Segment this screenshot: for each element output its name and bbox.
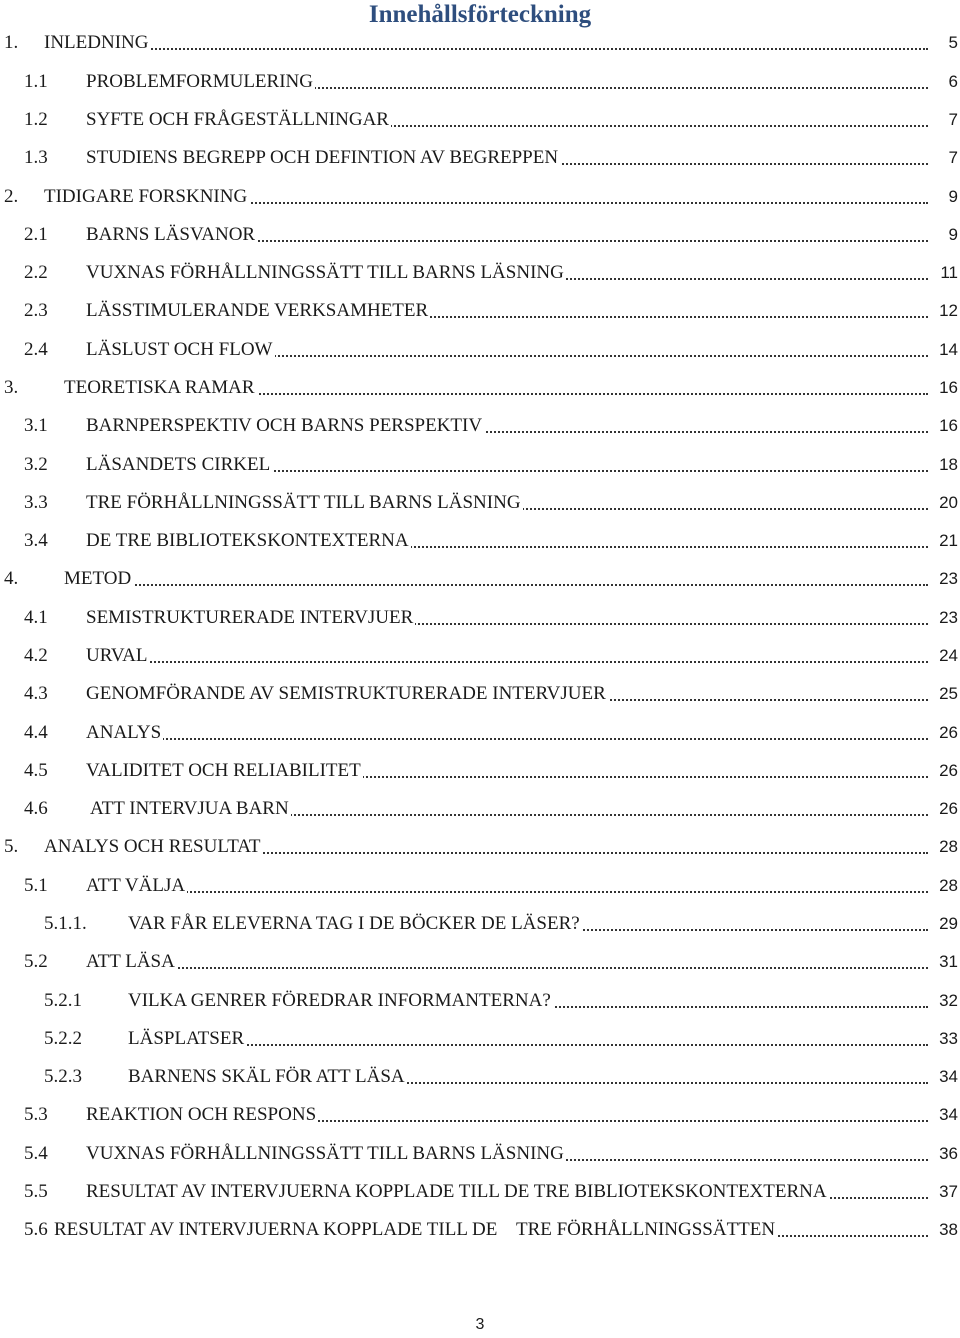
toc-entry[interactable]	[0, 375, 960, 401]
toc-entry[interactable]	[0, 873, 960, 899]
toc-number: 3.2	[24, 454, 48, 475]
toc-leader	[128, 1042, 928, 1046]
toc-page: 23	[928, 568, 958, 590]
toc-page: 16	[928, 377, 958, 399]
toc-entry[interactable]	[0, 605, 960, 631]
toc-entry[interactable]	[0, 184, 960, 210]
toc-page: 12	[928, 300, 958, 322]
toc-page: 34	[928, 1066, 958, 1088]
toc-label: SEMISTRUKTURERADE INTERVJUER	[86, 607, 414, 628]
toc-entry[interactable]	[0, 758, 960, 784]
toc-label: PROBLEMFORMULERING	[86, 71, 313, 92]
toc-leader	[86, 889, 928, 893]
toc-leader	[86, 659, 928, 663]
toc-number: 5.1	[24, 875, 48, 896]
toc-entry[interactable]	[0, 30, 960, 56]
toc-entry[interactable]	[0, 911, 960, 937]
toc-page: 32	[928, 990, 958, 1012]
toc-leader	[86, 736, 928, 740]
toc-number: 3.	[4, 377, 19, 398]
toc-number: 4.4	[24, 722, 48, 743]
toc-page: 9	[928, 224, 958, 246]
toc-entry[interactable]	[0, 643, 960, 669]
toc-label: DE TRE BIBLIOTEKSKONTEXTERNA	[86, 530, 409, 551]
toc-number: 1.3	[24, 147, 48, 168]
toc-entry[interactable]	[0, 1102, 960, 1128]
toc-page: 18	[928, 454, 958, 476]
toc-entry[interactable]	[0, 720, 960, 746]
toc-page: 23	[928, 607, 958, 629]
toc-entry[interactable]	[0, 69, 960, 95]
page-number: 3	[475, 1316, 485, 1333]
toc-page: 6	[928, 71, 958, 93]
toc-page: 37	[928, 1181, 958, 1203]
toc-entry[interactable]	[0, 413, 960, 439]
toc-entry[interactable]	[0, 1217, 960, 1243]
toc-entry[interactable]	[0, 796, 960, 822]
toc-entry[interactable]	[0, 222, 960, 248]
toc-entry[interactable]	[0, 1064, 960, 1090]
toc-entry[interactable]	[0, 988, 960, 1014]
toc-label: LÄSANDETS CIRKEL	[86, 454, 271, 475]
toc-page: 20	[928, 492, 958, 514]
toc-page: 7	[928, 147, 958, 169]
toc-label: REAKTION OCH RESPONS	[86, 1104, 317, 1125]
toc-number: 5.3	[24, 1104, 48, 1125]
toc-label: VALIDITET OCH RELIABILITET	[86, 760, 361, 781]
toc-page: 21	[928, 530, 958, 552]
toc-label: RESULTAT AV INTERVJUERNA KOPPLADE TILL DE TRE BIBLIOTEKSKONTEXTERNA	[86, 1181, 827, 1202]
toc-page: 26	[928, 798, 958, 820]
toc-page: 11	[928, 262, 958, 284]
toc-entry[interactable]	[0, 107, 960, 133]
toc-entry[interactable]	[0, 1141, 960, 1167]
toc-page: 28	[928, 875, 958, 897]
toc-label: TEORETISKA RAMAR	[64, 377, 255, 398]
toc-label: ATT INTERVJUA BARN	[90, 798, 289, 819]
toc-leader	[64, 582, 928, 586]
toc-label: TIDIGARE FORSKNING	[44, 186, 248, 207]
toc-number: 5.	[4, 836, 19, 857]
toc-leader	[86, 965, 928, 969]
toc-page: 24	[928, 645, 958, 667]
toc-label: BARNENS SKÄL FÖR ATT LÄSA	[128, 1066, 405, 1087]
toc-entry[interactable]	[0, 490, 960, 516]
toc-number: 5.5	[24, 1181, 48, 1202]
toc-entry[interactable]	[0, 1179, 960, 1205]
toc-entry[interactable]	[0, 681, 960, 707]
toc-number: 2.3	[24, 300, 48, 321]
toc-number: 5.6	[24, 1219, 48, 1240]
toc-label: TRE FÖRHÅLLNINGSSÄTT TILL BARNS LÄSNING	[86, 492, 521, 513]
toc-number: 4.3	[24, 683, 48, 704]
toc-number: 4.5	[24, 760, 48, 781]
toc-label: SYFTE OCH FRÅGESTÄLLNINGAR	[86, 109, 389, 130]
toc-label: LÄSLUST OCH FLOW	[86, 339, 273, 360]
toc-entry[interactable]	[0, 337, 960, 363]
toc-label: VILKA GENRER FÖREDRAR INFORMANTERNA?	[128, 990, 551, 1011]
toc-number: 5.1.1.	[44, 913, 87, 934]
toc-page: 26	[928, 722, 958, 744]
toc-page: 16	[928, 415, 958, 437]
toc-number: 5.2.2	[44, 1028, 82, 1049]
toc-number: 1.1	[24, 71, 48, 92]
toc-entry[interactable]	[0, 949, 960, 975]
toc-label: VUXNAS FÖRHÅLLNINGSSÄTT TILL BARNS LÄSNING	[86, 262, 564, 283]
toc-label: BARNS LÄSVANOR	[86, 224, 256, 245]
toc-page: 29	[928, 913, 958, 935]
toc-number: 3.4	[24, 530, 48, 551]
toc-number: 4.6	[24, 798, 48, 819]
toc-page: 38	[928, 1219, 958, 1241]
toc-entry[interactable]	[0, 1026, 960, 1052]
toc-entry[interactable]	[0, 452, 960, 478]
toc-number: 4.	[4, 568, 19, 589]
toc-page: 31	[928, 951, 958, 973]
toc-number: 5.2	[24, 951, 48, 972]
toc-label: METOD	[64, 568, 132, 589]
toc-number: 4.1	[24, 607, 48, 628]
toc-label: ATT LÄSA	[86, 951, 175, 972]
toc-entry[interactable]	[0, 528, 960, 554]
page-title: Innehållsförteckning	[368, 1, 592, 28]
toc-entry[interactable]	[0, 566, 960, 592]
toc-page: 28	[928, 836, 958, 858]
toc-page: 33	[928, 1028, 958, 1050]
toc-page: 36	[928, 1143, 958, 1165]
toc-number: 2.4	[24, 339, 48, 360]
toc-page: 34	[928, 1104, 958, 1126]
toc-label: RESULTAT AV INTERVJUERNA KOPPLADE TILL DE TRE FÖRHÅLLNINGSSÄTTEN	[54, 1219, 776, 1240]
toc-number: 4.2	[24, 645, 48, 666]
toc-number: 5.2.3	[44, 1066, 82, 1087]
toc-leader	[44, 46, 928, 50]
toc-page: 7	[928, 109, 958, 131]
toc-label: VAR FÅR ELEVERNA TAG I DE BÖCKER DE LÄSER?	[128, 913, 580, 934]
toc-page: 14	[928, 339, 958, 361]
toc-page: 5	[928, 32, 958, 54]
toc-number: 2.2	[24, 262, 48, 283]
toc-label: LÄSPLATSER	[128, 1028, 245, 1049]
toc-number: 5.2.1	[44, 990, 82, 1011]
toc-entry[interactable]	[0, 298, 960, 324]
toc-number: 5.4	[24, 1143, 48, 1164]
toc-number: 2.1	[24, 224, 48, 245]
toc-number: 1.	[4, 32, 19, 53]
toc-label: VUXNAS FÖRHÅLLNINGSSÄTT TILL BARNS LÄSNING	[86, 1143, 564, 1164]
toc-label: INLEDNING	[44, 32, 149, 53]
toc-label: STUDIENS BEGREPP OCH DEFINTION AV BEGREPPEN	[86, 147, 559, 168]
toc-page: 9	[928, 186, 958, 208]
toc-page: 25	[928, 683, 958, 705]
toc-entry[interactable]	[0, 145, 960, 171]
toc-page: 26	[928, 760, 958, 782]
toc-label: ANALYS	[86, 722, 162, 743]
toc-entry[interactable]	[0, 834, 960, 860]
toc-label: URVAL	[86, 645, 148, 666]
toc-label: ANALYS OCH RESULTAT	[44, 836, 261, 857]
toc-label: GENOMFÖRANDE AV SEMISTRUKTURERADE INTERVJUER	[86, 683, 606, 704]
toc-number: 3.3	[24, 492, 48, 513]
toc-label: LÄSSTIMULERANDE VERKSAMHETER	[86, 300, 429, 321]
toc-number: 1.2	[24, 109, 48, 130]
toc-number: 3.1	[24, 415, 48, 436]
toc-label: BARNPERSPEKTIV OCH BARNS PERSPEKTIV	[86, 415, 483, 436]
toc-number: 2.	[4, 186, 19, 207]
toc-entry[interactable]	[0, 260, 960, 286]
toc-label: ATT VÄLJA	[86, 875, 186, 896]
